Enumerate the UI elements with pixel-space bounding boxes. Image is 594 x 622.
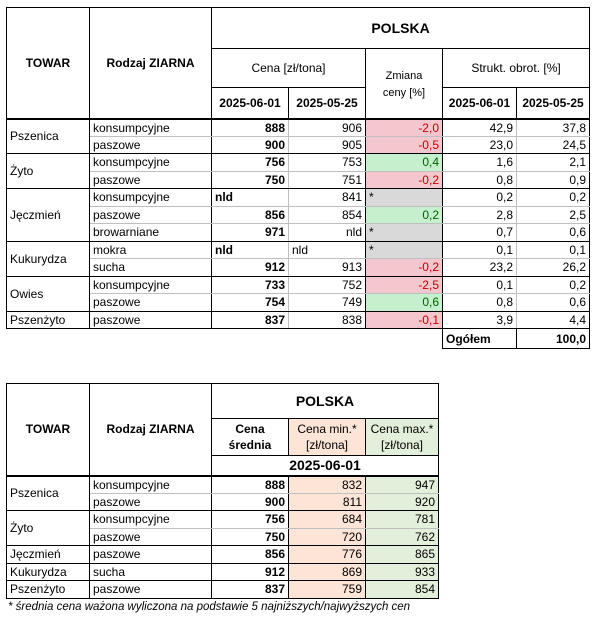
row-rodzaj: sucha [90, 259, 212, 277]
row-cena-2: 905 [289, 136, 366, 154]
row-cena-1: nld [212, 189, 289, 207]
price-range-table [6, 383, 439, 599]
row-cena-1: 756 [212, 154, 289, 172]
table-row [7, 511, 439, 529]
table-row [7, 259, 590, 277]
t2-header-cena-max [366, 419, 439, 456]
table-row [7, 119, 590, 137]
table-row [7, 241, 590, 259]
row-strukt-1: 0,7 [443, 224, 517, 242]
header-strukt-obrot: Strukt. obrot. [%] [443, 49, 590, 88]
t2-header-region: POLSKA [212, 384, 439, 419]
row-towar: Pszenica [7, 476, 90, 511]
table-row [7, 581, 439, 599]
header-zmiana-line1: Zmiana [385, 70, 423, 83]
t2-cena-max-line1: Cena max.* [370, 422, 434, 436]
price-table-main [6, 7, 590, 349]
row-strukt-1: 42,9 [443, 119, 517, 137]
header-zmiana-line2: ceny [%] [382, 87, 426, 100]
row-zmiana: * [366, 224, 443, 242]
row-strukt-2: 37,8 [517, 119, 590, 137]
table-row [7, 224, 590, 242]
row-zmiana: -0,5 [366, 136, 443, 154]
row-strukt-2: 0,6 [517, 294, 590, 312]
row-cena-1: 971 [212, 224, 289, 242]
row-towar: Pszenżyto [7, 581, 90, 599]
table-row [7, 154, 590, 172]
row-rodzaj: paszowe [90, 581, 212, 599]
row-cena-max: 865 [366, 546, 439, 564]
row-strukt-1: 2,8 [443, 206, 517, 224]
table-row [7, 136, 590, 154]
row-cena-max: 762 [366, 528, 439, 546]
row-cena-1: 912 [212, 259, 289, 277]
row-strukt-2: 0,6 [517, 224, 590, 242]
row-cena-2: 749 [289, 294, 366, 312]
row-cena-min: 869 [289, 563, 366, 581]
table-row [7, 189, 590, 207]
row-strukt-2: 4,4 [517, 311, 590, 329]
row-towar: Żyto [7, 511, 90, 546]
row-strukt-2: 0,1 [517, 241, 590, 259]
row-rodzaj: paszowe [90, 294, 212, 312]
t2-header-towar: TOWAR [7, 384, 90, 476]
row-rodzaj: paszowe [90, 528, 212, 546]
row-zmiana: -2,5 [366, 276, 443, 294]
row-strukt-2: 2,1 [517, 154, 590, 172]
row-cena-min: 776 [289, 546, 366, 564]
row-zmiana: -0,2 [366, 171, 443, 189]
row-cena-2: 751 [289, 171, 366, 189]
row-towar: Kukurydza [7, 241, 90, 276]
row-cena-min: 720 [289, 528, 366, 546]
table-row [7, 563, 439, 581]
row-rodzaj: paszowe [90, 493, 212, 511]
row-zmiana: -0,1 [366, 311, 443, 329]
row-zmiana: 0,2 [366, 206, 443, 224]
row-cena-min: 811 [289, 493, 366, 511]
row-rodzaj: browarniane [90, 224, 212, 242]
t2-cena-sr-line2: średnia [228, 438, 272, 452]
row-rodzaj: konsumpcyjne [90, 189, 212, 207]
row-cena-1: 900 [212, 136, 289, 154]
row-strukt-2: 26,2 [517, 259, 590, 277]
table-row [7, 276, 590, 294]
header-date-strukt-2: 2025-05-25 [517, 88, 590, 119]
row-cena-2: 854 [289, 206, 366, 224]
header-cena: Cena [zł/tona] [212, 49, 366, 88]
row-rodzaj: paszowe [90, 311, 212, 329]
t2-cena-max-line2: [zł/tona] [380, 438, 424, 452]
row-zmiana: -0,2 [366, 259, 443, 277]
row-rodzaj: konsumpcyjne [90, 119, 212, 137]
row-cena-2: 752 [289, 276, 366, 294]
row-cena-1: 888 [212, 119, 289, 137]
row-cena-1: 754 [212, 294, 289, 312]
row-towar: Jęczmień [7, 546, 90, 564]
row-cena-1: 750 [212, 171, 289, 189]
total-strukt-1: 100,0 [517, 329, 590, 349]
row-zmiana: -2,0 [366, 119, 443, 137]
row-strukt-1: 0,2 [443, 189, 517, 207]
header-rodzaj-ziarna: Rodzaj ZIARNA [90, 8, 212, 119]
header-date-cena-2: 2025-05-25 [289, 88, 366, 119]
total-spacer [7, 329, 443, 349]
header-date-cena-1: 2025-06-01 [212, 88, 289, 119]
row-cena-1: 837 [212, 311, 289, 329]
row-cena-srednia: 900 [212, 493, 289, 511]
row-cena-min: 759 [289, 581, 366, 599]
header-region: POLSKA [212, 8, 590, 49]
t2-header-rodzaj-ziarna: Rodzaj ZIARNA [90, 384, 212, 476]
row-towar: Kukurydza [7, 563, 90, 581]
row-rodzaj: konsumpcyjne [90, 276, 212, 294]
row-rodzaj: konsumpcyjne [90, 154, 212, 172]
total-label: Ogółem [443, 329, 517, 349]
header-zmiana-ceny [366, 49, 443, 119]
row-rodzaj: konsumpcyjne [90, 511, 212, 529]
t2-header-cena-min [289, 419, 366, 456]
row-cena-max: 854 [366, 581, 439, 599]
table-row [7, 206, 590, 224]
row-cena-srednia: 856 [212, 546, 289, 564]
row-strukt-1: 0,1 [443, 276, 517, 294]
t2-cena-sr-line1: Cena [235, 422, 265, 436]
row-strukt-1: 0,1 [443, 241, 517, 259]
row-zmiana: * [366, 241, 443, 259]
row-cena-min: 832 [289, 476, 366, 494]
row-towar: Jęczmień [7, 189, 90, 242]
price-range-body [7, 476, 439, 599]
row-strukt-2: 24,5 [517, 136, 590, 154]
t2-cena-min-line1: Cena min.* [297, 422, 357, 436]
row-cena-max: 920 [366, 493, 439, 511]
row-cena-max: 933 [366, 563, 439, 581]
row-strukt-2: 0,2 [517, 276, 590, 294]
row-cena-min: 684 [289, 511, 366, 529]
row-cena-srednia: 750 [212, 528, 289, 546]
table-row [7, 476, 439, 494]
row-strukt-2: 0,9 [517, 171, 590, 189]
table-row [7, 311, 590, 329]
row-rodzaj: paszowe [90, 171, 212, 189]
row-cena-2: 838 [289, 311, 366, 329]
row-cena-srednia: 888 [212, 476, 289, 494]
t2-cena-min-line2: [zł/tona] [305, 438, 349, 452]
header-date-strukt-1: 2025-06-01 [443, 88, 517, 119]
table-row [7, 546, 439, 564]
row-cena-2: 841 [289, 189, 366, 207]
row-strukt-1: 23,0 [443, 136, 517, 154]
row-towar: Pszenżyto [7, 311, 90, 329]
row-cena-max: 781 [366, 511, 439, 529]
header-towar: TOWAR [7, 8, 90, 119]
row-strukt-1: 0,8 [443, 294, 517, 312]
row-strukt-2: 2,5 [517, 206, 590, 224]
row-strukt-2: 0,2 [517, 189, 590, 207]
row-cena-2: nld [289, 241, 366, 259]
price-table-body [7, 119, 590, 329]
table-row [7, 171, 590, 189]
row-cena-2: nld [289, 224, 366, 242]
row-zmiana: 0,6 [366, 294, 443, 312]
row-rodzaj: mokra [90, 241, 212, 259]
row-rodzaj: konsumpcyjne [90, 476, 212, 494]
row-strukt-1: 0,8 [443, 171, 517, 189]
row-towar: Pszenica [7, 119, 90, 154]
row-cena-2: 906 [289, 119, 366, 137]
row-rodzaj: paszowe [90, 546, 212, 564]
row-cena-max: 947 [366, 476, 439, 494]
row-strukt-1: 1,6 [443, 154, 517, 172]
row-cena-srednia: 837 [212, 581, 289, 599]
t2-header-date: 2025-06-01 [212, 456, 439, 476]
row-cena-2: 913 [289, 259, 366, 277]
row-cena-1: 856 [212, 206, 289, 224]
row-rodzaj: paszowe [90, 136, 212, 154]
table-row [7, 294, 590, 312]
row-towar: Owies [7, 276, 90, 311]
row-towar: Żyto [7, 154, 90, 189]
row-strukt-1: 3,9 [443, 311, 517, 329]
row-rodzaj: sucha [90, 563, 212, 581]
row-cena-1: nld [212, 241, 289, 259]
row-cena-srednia: 756 [212, 511, 289, 529]
t2-header-cena-srednia [212, 419, 289, 456]
row-strukt-1: 23,2 [443, 259, 517, 277]
row-zmiana: * [366, 189, 443, 207]
row-cena-1: 733 [212, 276, 289, 294]
footnote: * średnia cena ważona wyliczona na podstawie 5 najniższych/najwyższych cen [8, 601, 411, 613]
row-zmiana: 0,4 [366, 154, 443, 172]
row-cena-srednia: 912 [212, 563, 289, 581]
row-cena-2: 753 [289, 154, 366, 172]
row-rodzaj: paszowe [90, 206, 212, 224]
